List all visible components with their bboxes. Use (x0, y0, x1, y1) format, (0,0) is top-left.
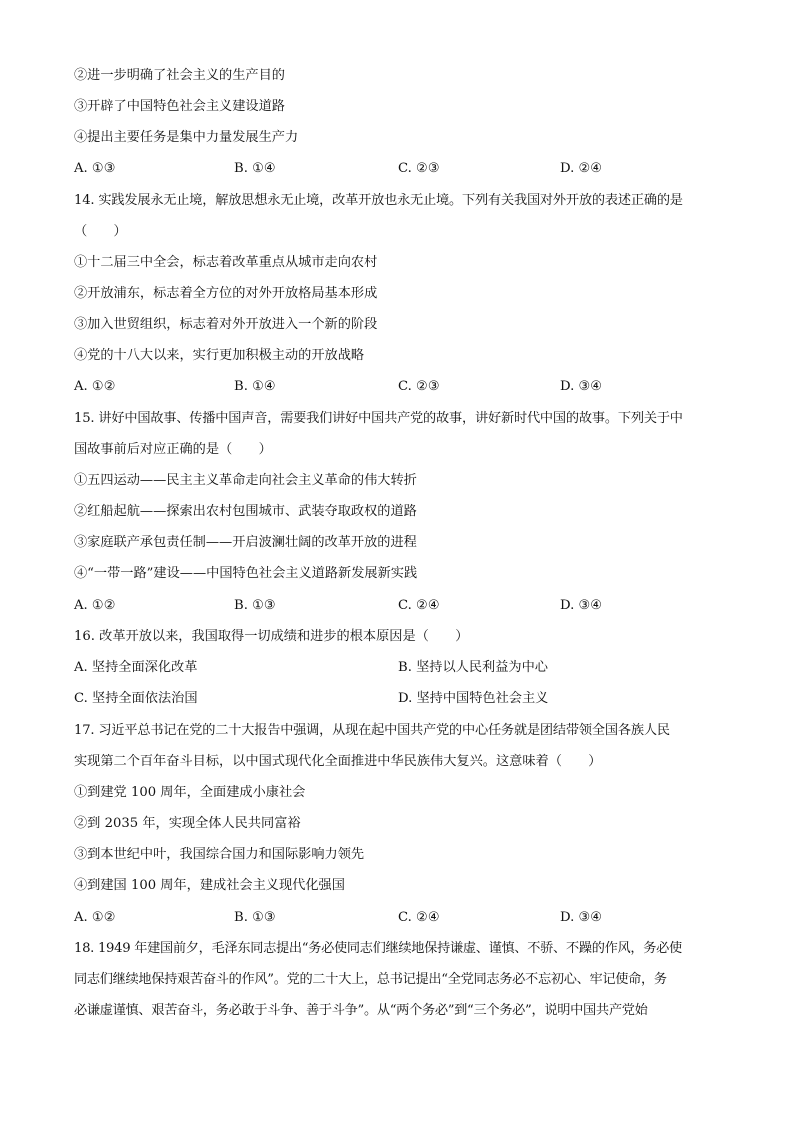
q15-stem-line2: 国故事前后对应正确的是（ ） (74, 442, 272, 457)
q17-options (74, 909, 724, 927)
q16-option-d[interactable]: D. 坚持中国特色社会主义 (398, 691, 549, 706)
q13-option-c[interactable]: C. ②③ (398, 161, 440, 176)
q17-option-d[interactable]: D. ③④ (560, 910, 603, 925)
q13-item-3: ③开辟了中国特色社会主义建设道路 (74, 99, 285, 114)
q15-option-d[interactable]: D. ③④ (560, 598, 603, 613)
q15-item-2: ②红船起航——探索出农村包围城市、武装夺取政权的道路 (74, 504, 417, 519)
q14-option-a[interactable]: A. ①② (74, 379, 116, 394)
q13-options (74, 160, 724, 178)
q15-option-a[interactable]: A. ①② (74, 598, 116, 613)
q14-option-b[interactable]: B. ①④ (234, 379, 276, 394)
q18-stem-line3: 必谦虚谨慎、艰苦奋斗，务必敢于斗争、善于斗争”。从“两个务必”到“三个务必”，说明中国共产党始 (74, 1003, 648, 1018)
q17-item-4: ④到建国 100 周年，建成社会主义现代化强国 (74, 878, 345, 893)
q15-option-c[interactable]: C. ②④ (398, 598, 440, 613)
q17-item-1: ①到建党 100 周年，全面建成小康社会 (74, 785, 306, 800)
q17-stem-line2: 实现第二个百年奋斗目标，以中国式现代化全面推进中华民族伟大复兴。这意味着（ ） (74, 754, 602, 769)
q16-options-row2 (74, 690, 724, 708)
q14-item-2: ②开放浦东，标志着全方位的对外开放格局基本形成 (74, 286, 378, 301)
q17-option-a[interactable]: A. ①② (74, 910, 116, 925)
q18-stem-line1: 18. 1949 年建国前夕，毛泽东同志提出“务必使同志们继续地保持谦虚、谨慎、不骄、不躁的作风，务必使 (74, 941, 682, 956)
q17-option-b[interactable]: B. ①③ (234, 910, 276, 925)
q14-item-4: ④党的十八大以来，实行更加积极主动的开放战略 (74, 348, 365, 363)
q15-option-b[interactable]: B. ①③ (234, 598, 276, 613)
q13-item-4: ④提出主要任务是集中力量发展生产力 (74, 130, 299, 145)
q17-stem-line1: 17. 习近平总书记在党的二十大报告中强调，从现在起中国共产党的中心任务就是团结带领全国各族人民 (74, 723, 670, 738)
q16-option-c[interactable]: C. 坚持全面依法治国 (74, 691, 198, 706)
q15-item-1: ①五四运动——民主主义革命走向社会主义革命的伟大转折 (74, 473, 417, 488)
q17-item-2: ②到 2035 年，实现全体人民共同富裕 (74, 816, 301, 831)
q14-stem: 14. 实践发展永无止境，解放思想永无止境，改革开放也永无止境。下列有关我国对外开放的表述正确的是 (74, 193, 683, 208)
q16-stem: 16. 改革开放以来，我国取得一切成绩和进步的根本原因是（ ） (74, 629, 469, 644)
q15-options (74, 597, 724, 615)
q14-item-1: ①十二届三中全会，标志着改革重点从城市走向农村 (74, 255, 378, 270)
q15-item-3: ③家庭联产承包责任制——开启波澜壮阔的改革开放的进程 (74, 535, 417, 550)
q16-option-a[interactable]: A. 坚持全面深化改革 (74, 660, 198, 675)
q14-option-d[interactable]: D. ③④ (560, 379, 603, 394)
q13-option-a[interactable]: A. ①③ (74, 161, 116, 176)
q13-option-d[interactable]: D. ②④ (560, 161, 603, 176)
q17-option-c[interactable]: C. ②④ (398, 910, 440, 925)
q16-options-row1 (74, 659, 724, 677)
q16-option-b[interactable]: B. 坚持以人民利益为中心 (398, 660, 548, 675)
q14-option-c[interactable]: C. ②③ (398, 379, 440, 394)
q13-option-b[interactable]: B. ①④ (234, 161, 276, 176)
q13-item-2: ②进一步明确了社会主义的生产目的 (74, 68, 285, 83)
q15-stem-line1: 15. 讲好中国故事、传播中国声音，需要我们讲好中国共产党的故事，讲好新时代中国的故事。下列关于中 (74, 411, 683, 426)
q15-item-4: ④“一带一路”建设——中国特色社会主义道路新发展新实践 (74, 566, 418, 581)
q14-item-3: ③加入世贸组织，标志着对外开放进入一个新的阶段 (74, 317, 378, 332)
q17-item-3: ③到本世纪中叶，我国综合国力和国际影响力领先 (74, 847, 365, 862)
q14-options (74, 378, 724, 396)
q14-answer-paren: （ ） (74, 224, 127, 239)
q18-stem-line2: 同志们继续地保持艰苦奋斗的作风”。党的二十大上，总书记提出“全党同志务必不忘初心、牢记使命，务 (74, 972, 667, 987)
